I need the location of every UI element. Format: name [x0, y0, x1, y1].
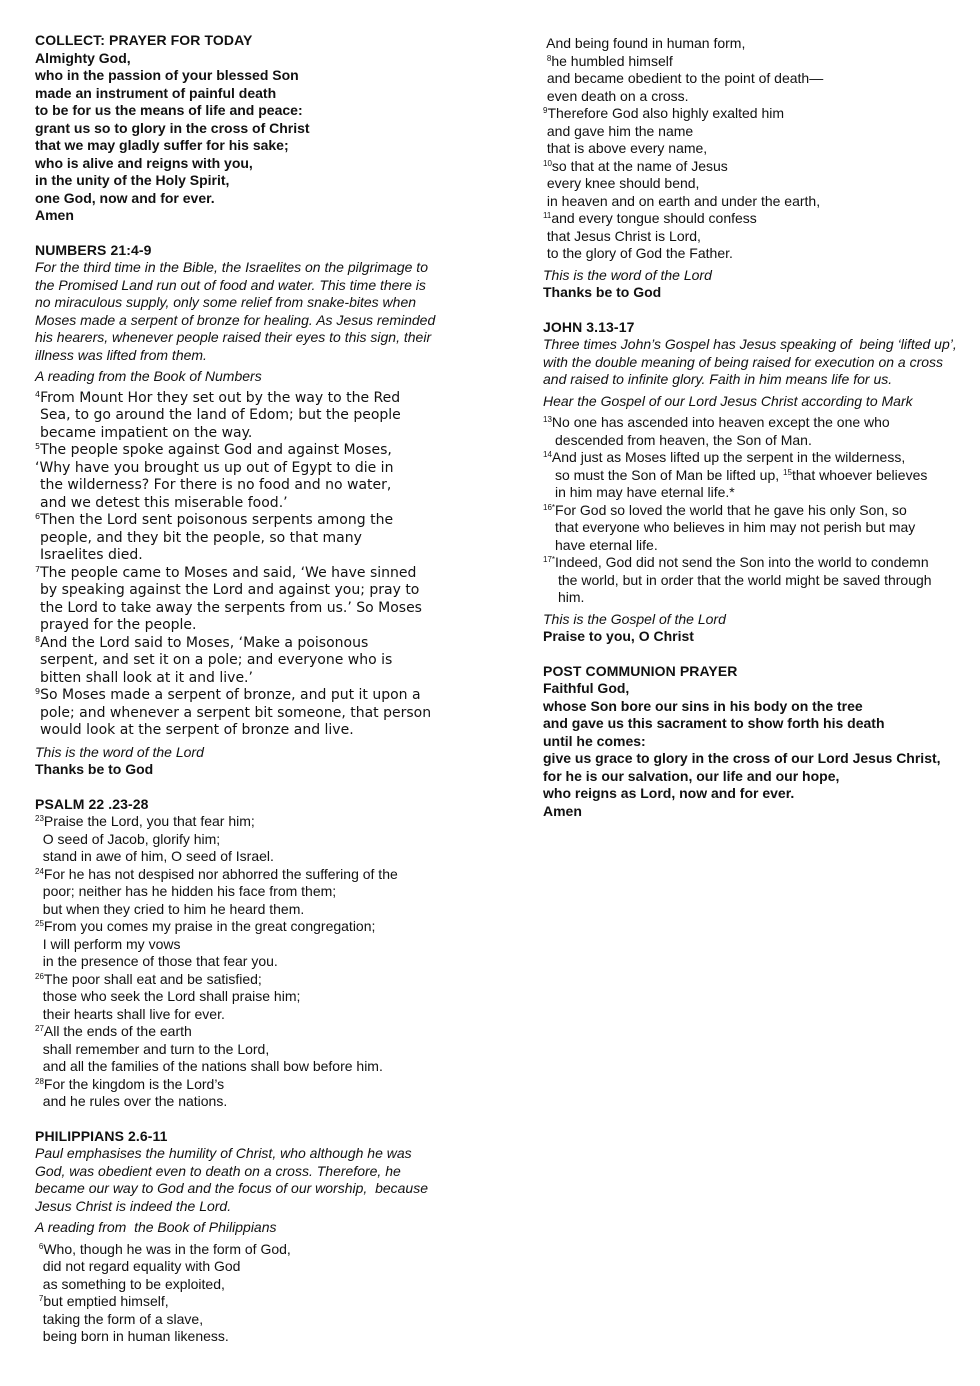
verse-line [543, 449, 963, 467]
hymn-line: even death on a cross. [543, 87, 689, 104]
verse [35, 512, 465, 530]
john-intro [543, 336, 963, 389]
verse-number: 7 [38, 1294, 44, 1303]
verse-line: became impatient on the way. [40, 424, 253, 441]
verse-line-text: For God so loved the world that he gave his only Son, so [555, 501, 907, 518]
hymn-line [543, 53, 963, 71]
collect-line: that we may gladly suffer for his sake; [35, 137, 289, 153]
hymn-line: And being found in human form, [543, 35, 746, 51]
verse-line: would look at the serpent of bronze and live. [40, 722, 354, 738]
verse-line: bitten shall look at it and live.’ [40, 669, 253, 686]
hymn-line-text: Who, though he was in the form of God, [43, 1240, 291, 1257]
verse-line: The people came to Moses and said, ‘We have sinned [40, 564, 417, 581]
prayer-line: for he is our salvation, our life and our hope, [543, 767, 840, 784]
reading-response: Praise to you, O Christ [543, 628, 694, 644]
prayer-line: Faithful God, [543, 680, 630, 696]
verse-line: serpent, and set it on a pole; and everyone who is [40, 652, 393, 668]
numbers-reading [35, 390, 465, 740]
reading-closing: This is the word of the Lord [35, 743, 204, 760]
intro-line: the Promised Land run out of food and water. This time there is [35, 276, 426, 293]
reading-intro: A reading from the Book of Numbers [35, 368, 262, 384]
collect-line: made an instrument of painful death [35, 84, 277, 101]
hymn-line-text: he humbled himself [551, 52, 673, 69]
prayer-amen: Amen [543, 802, 582, 819]
verse-line [543, 554, 963, 572]
verse-number: 9 [35, 687, 41, 696]
psalm-line: and all the families of the nations shall bow before him. [35, 1058, 383, 1074]
psalm-line: I will perform my vows [35, 935, 181, 952]
verse-line: Sea, to go around the land of Edom; but the people [40, 407, 401, 423]
right-column [543, 35, 963, 820]
prayer-line: until he comes: [543, 732, 646, 749]
hymn-line-text: Therefore God also highly exalted him [547, 105, 785, 121]
verse-line [543, 467, 963, 485]
verse-line: ‘Why have you brought us up out of Egypt to die in [35, 459, 394, 476]
philippians-heading: PHILIPPIANS 2.6-11 [35, 1127, 168, 1144]
verse [35, 565, 465, 583]
prayer-line: whose Son bore our sins in his body on the tree [543, 697, 863, 714]
verse-line: him. [558, 589, 585, 605]
verse-number: 7 [35, 564, 41, 574]
reading-closing: This is the Gospel of the Lord [543, 610, 726, 627]
collect-line: Almighty God, [35, 49, 131, 66]
psalm-line [35, 918, 465, 936]
psalm-line [35, 1076, 465, 1094]
psalm-line: and he rules over the nations. [35, 1093, 228, 1109]
verse-line: So Moses made a serpent of bronze, and put it upon a [40, 687, 421, 703]
collect-prayer [35, 50, 465, 225]
intro-line: Three times John’s Gospel has Jesus speaking of being ‘lifted up’, [543, 336, 957, 352]
verse-number: 6 [38, 1241, 44, 1251]
verse-number: 23 [35, 814, 44, 823]
verse-number: 8 [546, 53, 552, 63]
reading-response: Thanks be to God [35, 761, 154, 777]
collect-section [35, 32, 465, 225]
psalm-line: stand in awe of him, O seed of Israel. [35, 848, 274, 864]
left-column [35, 32, 465, 1346]
prayer-line: give us grace to glory in the cross of our Lord Jesus Christ, [543, 750, 941, 766]
verse-number: 8 [35, 634, 41, 644]
intro-line: no miraculous supply, only some relief from snake-bites when [35, 294, 417, 310]
hymn-line: to the glory of God the Father. [543, 245, 733, 261]
philippians-intro [35, 1145, 465, 1215]
verse-line: Israelites died. [40, 547, 143, 563]
psalm-line-text: All the ends of the earth [43, 1023, 192, 1039]
numbers-intro [35, 259, 465, 364]
verse-number: 25 [35, 919, 44, 928]
psalm-line [35, 813, 465, 831]
post-communion-section [543, 663, 963, 821]
verse-line-text: Indeed, God did not send the Son into the world to condemn [555, 554, 929, 570]
collect-amen: Amen [35, 207, 74, 223]
hymn-line [543, 210, 963, 228]
verse-line: in him may have eternal life.* [555, 484, 735, 500]
verse-line: descended from heaven, the Son of Man. [555, 431, 812, 448]
verse [35, 635, 465, 653]
intro-line: his hearers, whenever people raised their eyes to this sign, their [35, 329, 432, 345]
collect-line: in the unity of the Holy Spirit, [35, 172, 230, 188]
verse-number: 13 [543, 415, 552, 424]
intro-line: Paul emphasises the humility of Christ, who although he was [35, 1145, 412, 1161]
verse-line: the Lord to take away the serpents from us.’ So Moses [40, 599, 422, 616]
verse-number: 15 [783, 467, 792, 477]
hymn-line [543, 158, 963, 176]
psalm-line: their hearts shall live for ever. [35, 1005, 225, 1022]
hymn-line-text: but emptied himself, [43, 1293, 169, 1309]
collect-line: one God, now and for ever. [35, 189, 215, 206]
prayer-line: and gave us this sacrament to show forth his death [543, 715, 885, 731]
intro-line: illness was lifted from them. [35, 346, 207, 363]
collect-line: who is alive and reigns with you, [35, 154, 253, 171]
hymn-line-text: so that at the name of Jesus [551, 157, 728, 174]
hymn-line: in heaven and on earth and under the earth, [543, 192, 821, 209]
verse-line [543, 502, 963, 520]
hymn-line: that is above every name, [543, 140, 708, 156]
verse-line: and we detest this miserable food.’ [40, 494, 288, 511]
verse-line: the wilderness? For there is no food and no water, [40, 477, 392, 493]
verse [35, 390, 465, 408]
verse-line: have eternal life. [555, 536, 658, 553]
verse-line: And the Lord said to Moses, ‘Make a poisonous [40, 634, 369, 651]
psalm-line-text: From you comes my praise in the great congregation; [43, 918, 376, 934]
hymn-line [35, 1241, 465, 1259]
reading-intro: A reading from the Book of Philippians [35, 1219, 277, 1235]
psalm-line-text: For the kingdom is the Lord’s [43, 1075, 225, 1092]
psalm-line: in the presence of those that fear you. [35, 953, 278, 969]
verse [35, 687, 465, 705]
john-text [543, 414, 963, 607]
john-section [543, 319, 963, 646]
prayer-line: who reigns as Lord, now and for ever. [543, 785, 795, 801]
hymn-line [543, 105, 963, 123]
reading-closing: This is the word of the Lord [543, 266, 712, 283]
philippians-text [35, 1241, 465, 1346]
collect-line: grant us so to glory in the cross of Christ [35, 119, 310, 136]
psalm-line: those who seek the Lord shall praise him; [35, 988, 301, 1004]
numbers-section [35, 242, 465, 779]
hymn-line: as something to be exploited, [35, 1275, 225, 1292]
verse-line: people, and they bit the people, so that many [40, 529, 362, 546]
hymn-line: and gave him the name [543, 122, 694, 139]
collect-heading: COLLECT: PRAYER FOR TODAY [35, 32, 253, 48]
verse-number: 27 [35, 1024, 44, 1033]
psalm-line: but when they cried to him he heard them. [35, 900, 305, 917]
psalm-heading: PSALM 22 .23-28 [35, 795, 149, 812]
verse [35, 442, 465, 460]
psalm-line: shall remember and turn to the Lord, [35, 1040, 270, 1057]
verse-line: The people spoke against God and against Moses, [40, 442, 392, 458]
verse-line: prayed for the people. [40, 617, 197, 633]
hymn-line: did not regard equality with God [35, 1258, 241, 1274]
psalm-line-text: Praise the Lord, you that fear him; [43, 813, 255, 829]
verse-number: 24 [35, 866, 44, 876]
verse-line: pole; and whenever a serpent bit someone, that person [40, 704, 432, 721]
philippians-continued [543, 35, 963, 302]
verse-number: 14 [543, 450, 552, 459]
verse-line: From Mount Hor they set out by the way to the Red [40, 389, 401, 406]
philippians-section [35, 1128, 465, 1346]
verse-line: that everyone who believes in him may not perish but may [555, 519, 916, 535]
hymn-line: every knee should bend, [543, 175, 700, 191]
verse-line: the world, but in order that the world might be saved through [558, 571, 932, 588]
hymn-line: that Jesus Christ is Lord, [543, 227, 701, 244]
hymn-line-text: and every tongue should confess [551, 210, 757, 226]
intro-line: For the third time in the Bible, the Israelites on the pilgrimage to [35, 259, 428, 275]
reading-intro: Hear the Gospel of our Lord Jesus Christ according to Mark [543, 392, 913, 409]
verse-line-text: No one has ascended into heaven except the one who [551, 414, 890, 430]
verse-number: 16* [543, 502, 556, 512]
collect-line: to be for us the means of life and peace: [35, 102, 303, 118]
psalm-line: O seed of Jacob, glorify him; [35, 830, 221, 847]
numbers-heading: NUMBERS 21:4-9 [35, 241, 152, 258]
hymn-line [35, 1293, 465, 1311]
verse-number: 5 [35, 442, 41, 451]
verse-number: 6 [35, 512, 41, 521]
reading-response: Thanks be to God [543, 284, 662, 300]
psalm-line [35, 971, 465, 989]
post-communion-heading: POST COMMUNION PRAYER [543, 662, 738, 679]
verse-number: 17* [543, 555, 556, 564]
hymn-line: being born in human likeness. [35, 1328, 229, 1344]
psalm-line [35, 866, 465, 884]
intro-line: and raised to infinite glory. Faith in him means life for us. [543, 371, 893, 387]
psalm-section [35, 796, 465, 1111]
psalm-line [35, 1023, 465, 1041]
verse-number: 26 [35, 971, 44, 981]
verse-number: 10 [543, 158, 552, 168]
psalm-line-text: For he has not despised nor abhorred the suffering of the [43, 865, 398, 882]
intro-line: Moses made a serpent of bronze for healing. As Jesus reminded [35, 311, 436, 328]
psalm-line: poor; neither has he hidden his face from them; [35, 883, 337, 899]
intro-line: God, was obedient even to death on a cross. Therefore, he [35, 1162, 401, 1179]
verse-number: 9 [543, 106, 548, 115]
intro-line: with the double meaning of being raised for execution on a cross [543, 353, 944, 370]
hymn-line: taking the form of a slave, [35, 1310, 204, 1327]
verse-line: by speaking against the Lord and against you; pray to [40, 582, 420, 598]
verse-number: 28 [35, 1076, 44, 1086]
intro-line: Jesus Christ is indeed the Lord. [35, 1197, 232, 1214]
verse-line-text: so must the Son of Man be lifted up, $^{15}$that whoever believes [555, 466, 928, 483]
verse-line: Then the Lord sent poisonous serpents among the [40, 512, 394, 528]
psalm-line-text: The poor shall eat and be satisfied; [43, 970, 262, 987]
collect-line: who in the passion of your blessed Son [35, 67, 299, 83]
verse-line-text: And just as Moses lifted up the serpent in the wilderness, [551, 449, 906, 465]
john-heading: JOHN 3.13-17 [543, 318, 635, 335]
verse-number: 4 [35, 389, 41, 399]
psalm-text [35, 813, 465, 1111]
verse-line [543, 414, 963, 432]
hymn-line: and became obedient to the point of death— [543, 70, 824, 86]
intro-line: became our way to God and the focus of our worship, because [35, 1180, 429, 1196]
verse-number: 11 [543, 211, 552, 220]
